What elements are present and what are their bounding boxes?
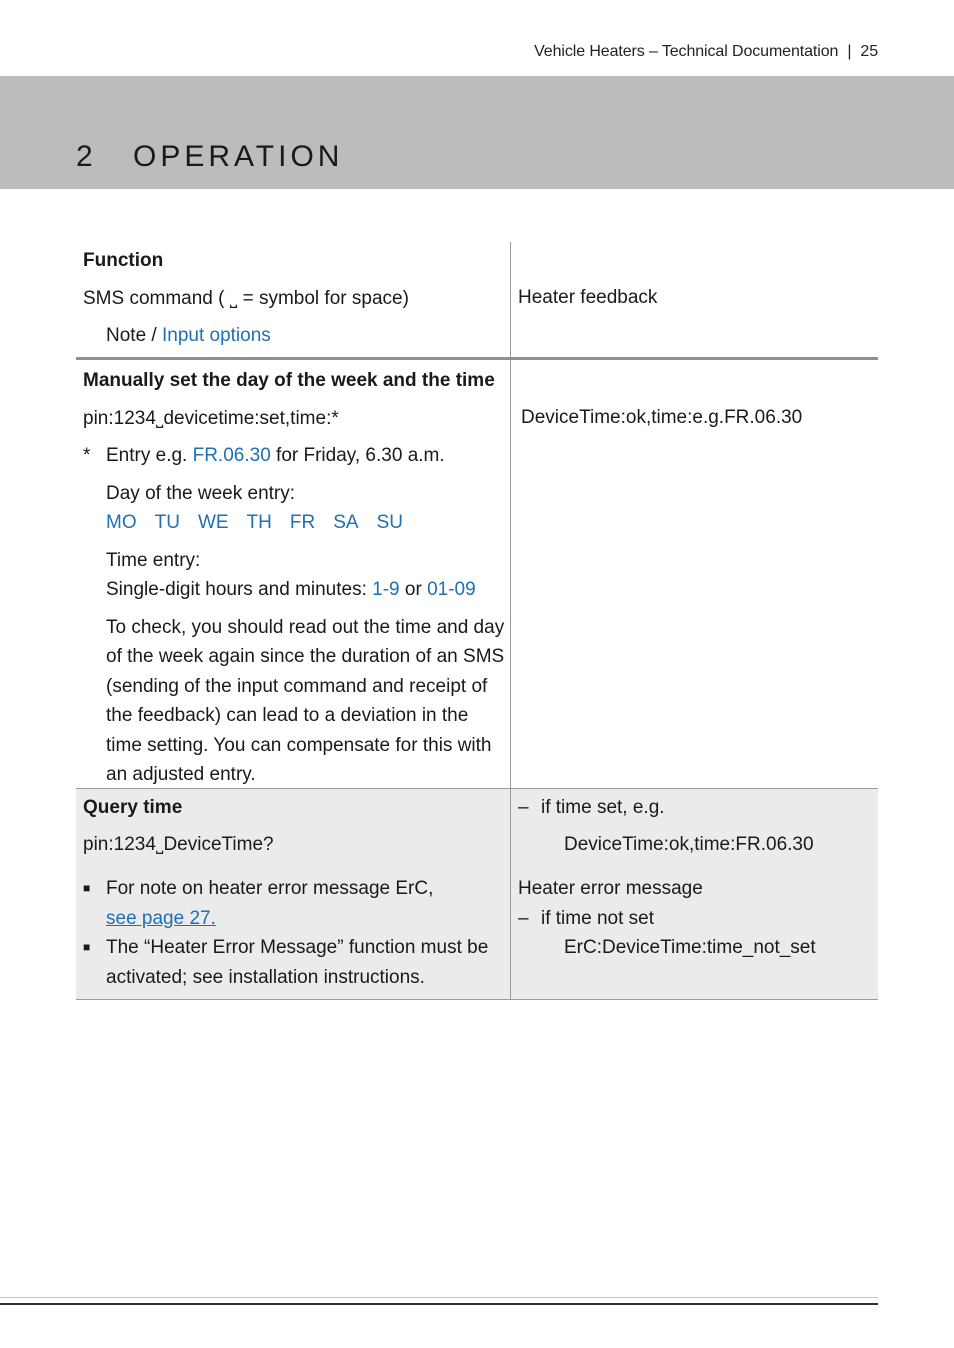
table-header-row [76,242,878,360]
check-note-line: of the week again since the duration of an SMS [106,646,505,667]
entry-prefix: Entry e.g. [106,445,193,466]
header-cell-feedback [511,242,878,357]
bullet-icon: ■ [83,940,91,954]
note-heading [83,321,502,351]
single-digit-prefix: Single-digit hours and minutes: [106,579,373,600]
time-entry-label: Time entry: [106,549,201,571]
footnote-star: * [83,445,91,466]
if-time-set [518,793,872,823]
note-text: activated; see installation instructions. [106,966,425,988]
heater-feedback: DeviceTime:ok,time:FR.06.30 [564,833,814,855]
check-note-line: the feedback) can lead to a deviation in the [106,705,469,726]
check-note-line: (sending of the input command and receipt of [106,675,488,697]
single-digit-note [83,575,502,605]
footer-rule [0,1303,878,1305]
entry-example-value: FR.06.30 [192,445,271,466]
input-options-link[interactable]: Input options [161,325,271,346]
check-note-line: To check, you should read out the time and day [106,616,505,638]
page-number: 25 [860,43,878,60]
day-option: TU [154,512,180,533]
heater-feedback-heading: Heater feedback [518,287,658,308]
header-separator: | [847,43,852,60]
chapter-heading [76,140,343,174]
table-row [76,360,878,789]
header-cell-function [76,242,511,357]
list-item [83,874,502,933]
sms-command-table [76,242,878,1000]
if-time-not-set-text: if time not set [541,907,654,929]
note-text: The “Heater Error Message” function must be [106,937,489,958]
note-text: For note on heater error message ErC, [106,878,434,899]
feedback-cell [511,789,878,999]
if-time-not-set [518,904,872,934]
row-title: Query time [83,797,183,818]
list-item [83,933,502,992]
chapter-title: OPERATION [133,140,344,173]
function-cell [76,360,511,788]
day-option: SU [376,512,403,533]
table-row [76,789,878,1000]
dash: – [518,907,529,929]
chapter-number: 2 [76,140,97,173]
day-options [83,508,502,538]
footer-rule-thin [0,1297,878,1298]
day-option: MO [106,512,137,533]
running-header [534,43,878,61]
note-prefix: Note / [106,325,162,346]
bullet-icon: ■ [83,881,91,895]
day-option: SA [333,512,359,533]
feedback-cell [511,360,878,788]
day-option: TH [246,512,272,533]
sms-command-heading: SMS command ( ˽ = symbol for space) [83,287,409,309]
check-note-line: time setting. You can compensate for this with [106,734,492,756]
function-cell [76,789,511,999]
row-title: Manually set the day of the week and the time [83,370,495,391]
error-message-label: Heater error message [518,878,703,899]
check-note-line: an adjusted entry. [106,764,256,785]
function-heading: Function [83,250,164,271]
entry-example [83,441,502,471]
document-title: Vehicle Heaters – Technical Documentation [534,43,839,60]
sms-command: pin:1234˽DeviceTime? [83,833,274,855]
single-digit-range: 1-9 [372,579,400,600]
dash: – [518,797,529,818]
day-option: FR [289,512,316,533]
heater-feedback: ErC:DeviceTime:time_not_set [564,937,816,958]
day-entry-label: Day of the week entry: [106,482,296,504]
day-option: WE [197,512,229,533]
see-page-link[interactable]: see page 27. [106,907,216,929]
heater-feedback: DeviceTime:ok,time:e.g.FR.06.30 [521,407,803,428]
single-digit-or: or [399,579,428,600]
padded-digit-range: 01-09 [427,579,476,600]
if-time-set-text: if time set, e.g. [541,797,665,818]
sms-command: pin:1234˽devicetime:set,time:* [83,407,339,429]
entry-suffix: for Friday, 6.30 a.m. [270,445,445,466]
